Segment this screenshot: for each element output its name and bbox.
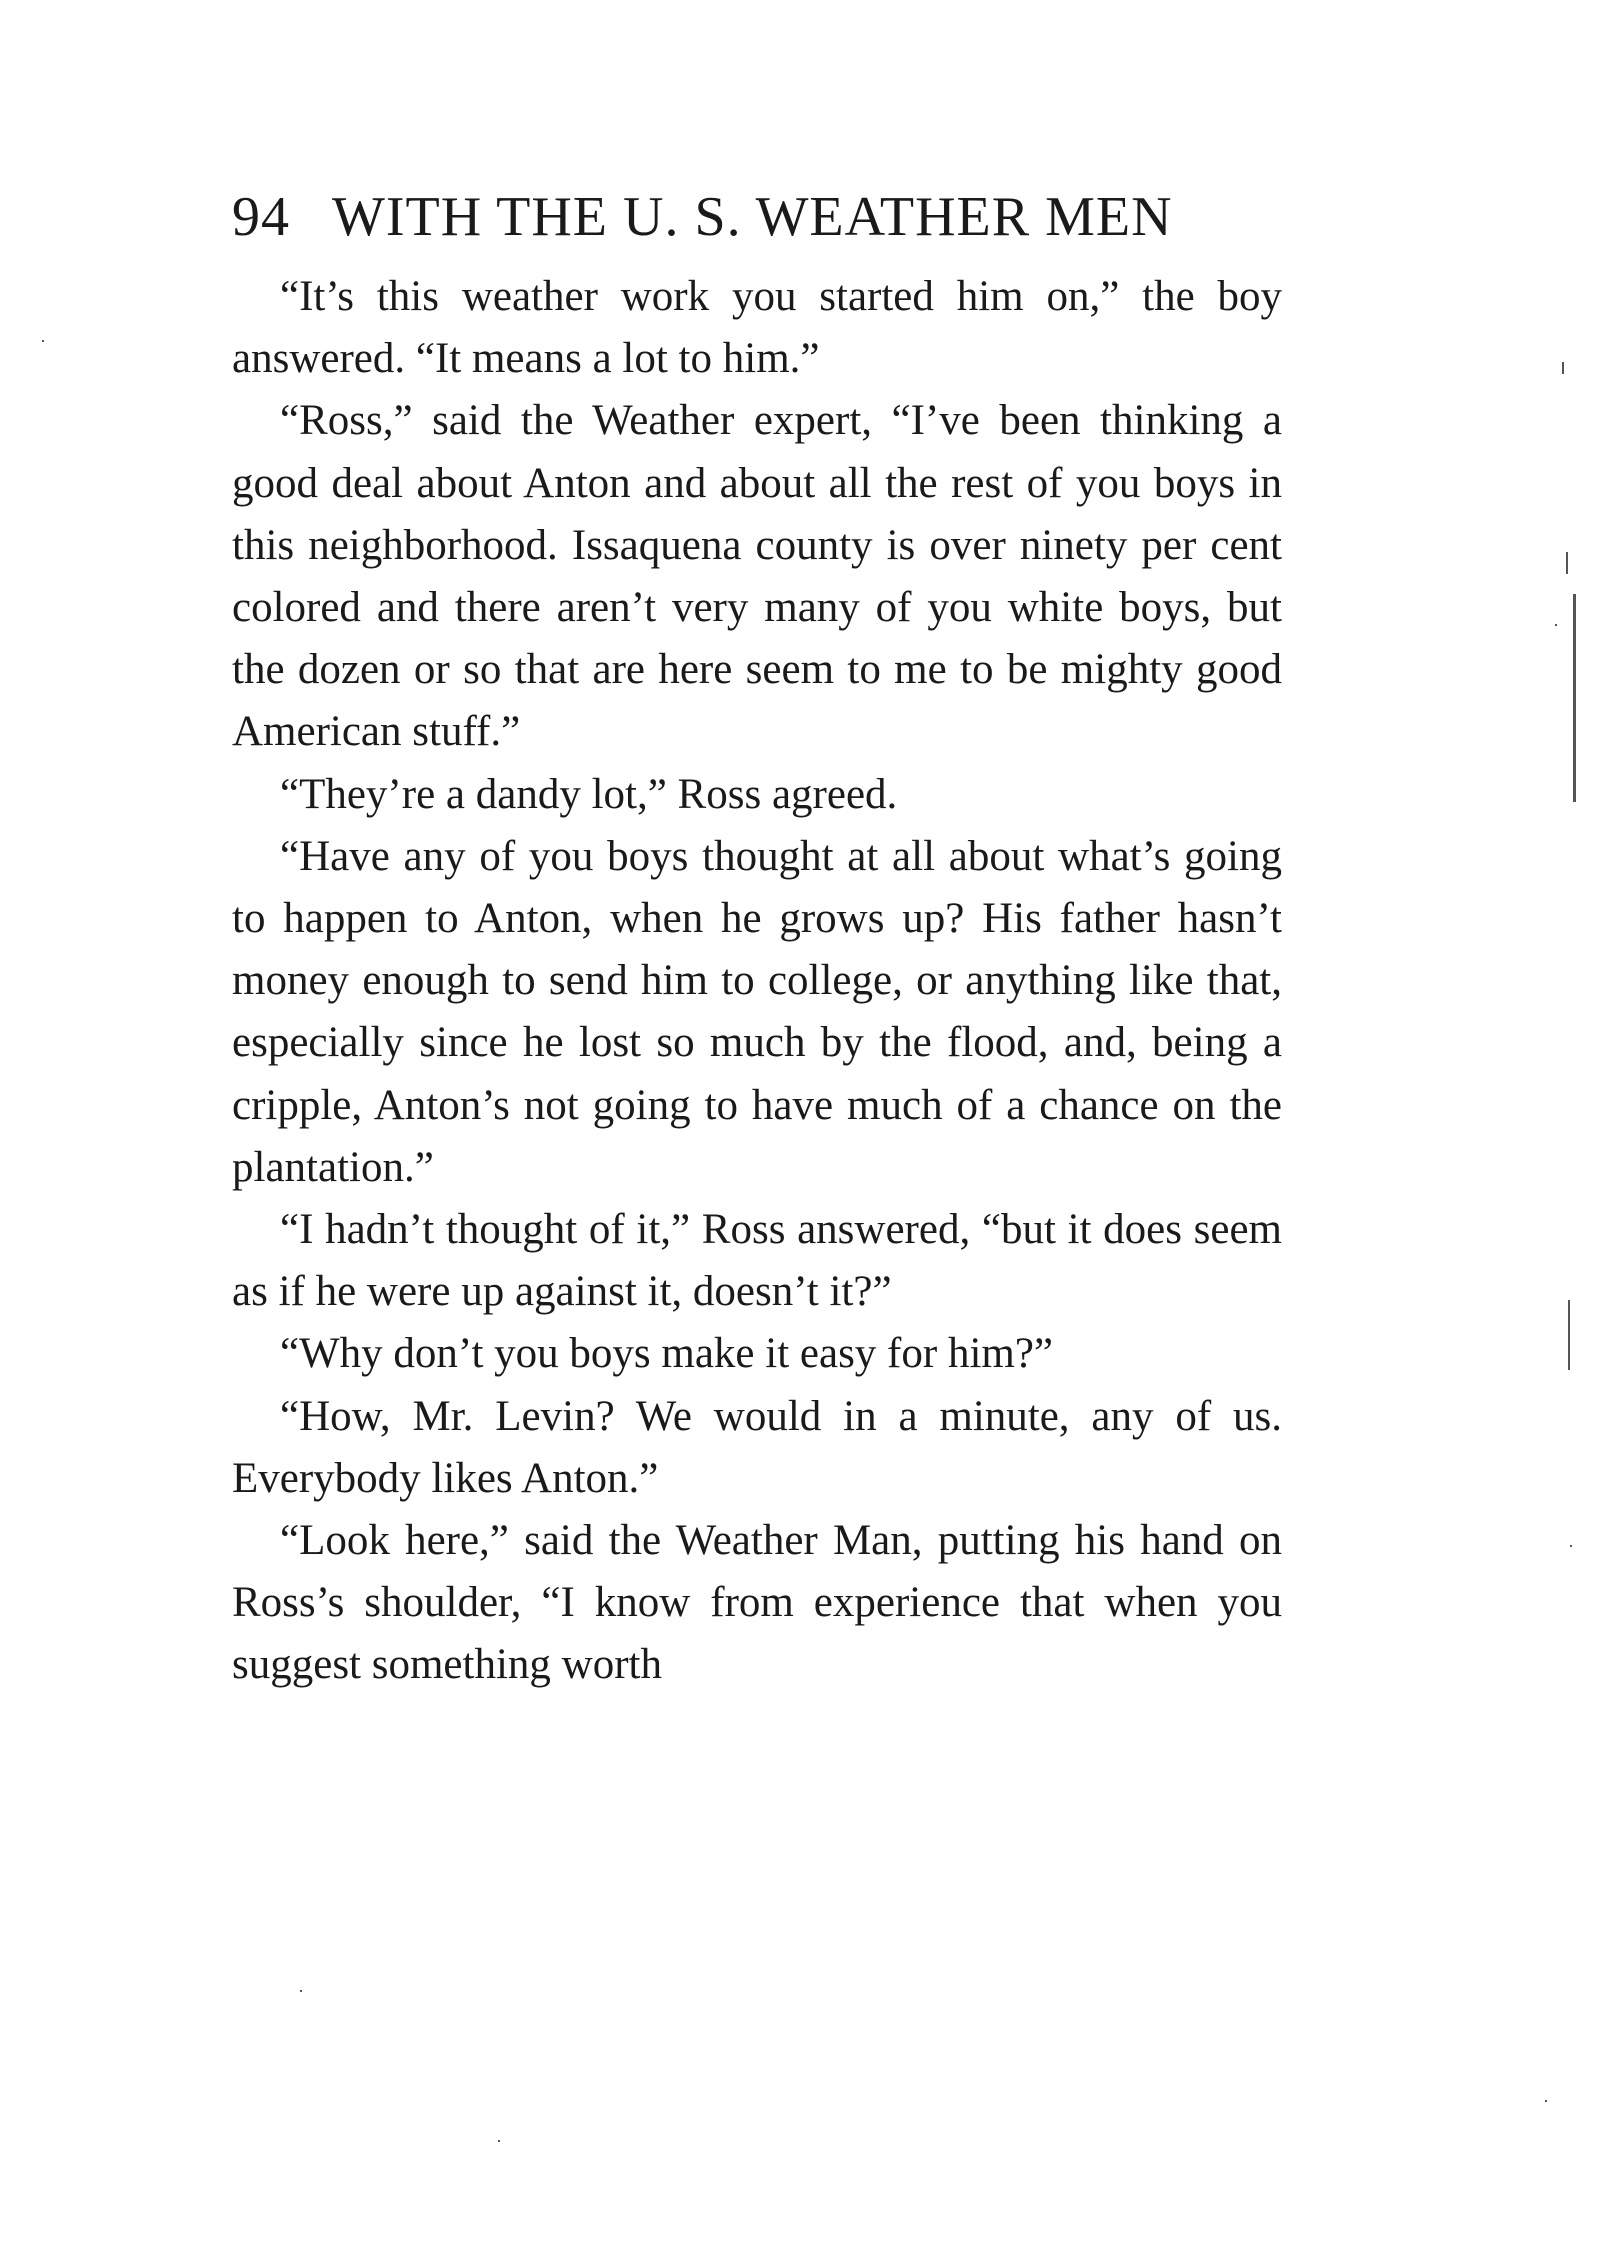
page-header xyxy=(232,182,1282,252)
paragraph: “It’s this weather work you started him on,” the boy answered. “It means a lot to him.” xyxy=(232,273,1282,383)
scan-mark xyxy=(1570,1545,1572,1547)
running-title: WITH THE U. S. WEATHER MEN xyxy=(332,186,1173,248)
paragraph: “I hadn’t thought of it,” Ross answered, “but it does seem as if he were up against it, doesn’t it?” xyxy=(232,1206,1282,1316)
scan-mark xyxy=(1566,552,1568,574)
scan-mark xyxy=(1545,2100,1547,2102)
paragraph: “How, Mr. Levin? We would in a minute, any of us. Everybody likes Anton.” xyxy=(232,1392,1282,1502)
scan-mark xyxy=(42,340,44,342)
paragraph: “Have any of you boys thought at all about what’s going to happen to Anton, when he grows up? His father hasn’t money enough to send him to college, or anything like that, especially since he lost so much by the flood, and, being a cripple, Anton’s not going to have much of a chance on the plantation.” xyxy=(232,832,1282,1191)
paragraph: “Ross,” said the Weather expert, “I’ve been thinking a good deal about Anton and about all the rest of you boys in this neighborhood. Issaquena county is over ninety per cent colored and there aren’t very many of you white boys, but the dozen or so that are here seem to me to be mighty good American stuff.” xyxy=(232,397,1282,756)
page-number: 94 xyxy=(232,186,290,248)
scan-mark xyxy=(498,2140,500,2142)
scan-mark xyxy=(300,1990,302,1992)
paragraph: “Look here,” said the Weather Man, putting his hand on Ross’s shoulder, “I know from experience that when you suggest something worth xyxy=(232,1517,1282,1689)
paragraph: “Why don’t you boys make it easy for him?” xyxy=(280,1330,1054,1378)
scan-mark xyxy=(1562,362,1564,374)
scan-mark xyxy=(1568,1300,1570,1370)
body-text xyxy=(232,266,1282,1697)
scan-mark xyxy=(1573,594,1576,802)
paragraph: “They’re a dandy lot,” Ross agreed. xyxy=(280,770,898,818)
scan-mark xyxy=(1555,624,1557,626)
